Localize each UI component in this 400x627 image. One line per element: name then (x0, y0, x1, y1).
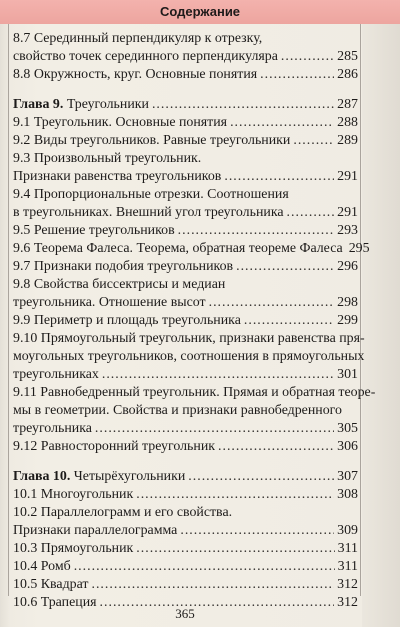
toc-page-number: 287 (337, 97, 358, 112)
table-of-contents (13, 30, 376, 612)
toc-title: мы в геометрии. Свойства и признаки равнобедренного (13, 403, 342, 418)
toc-line (13, 114, 358, 132)
dot-leader (230, 114, 334, 132)
toc-entry (13, 132, 358, 150)
dot-leader (178, 222, 335, 240)
toc-entry (13, 186, 358, 222)
toc-line (13, 30, 358, 48)
toc-entry (13, 30, 358, 66)
header-title: Содержание (159, 4, 241, 19)
toc-line (13, 420, 358, 438)
toc-line (13, 486, 358, 504)
toc-page-number: 307 (337, 469, 358, 484)
toc-title: 9.4 Пропорциональные отрезки. Соотношения (13, 187, 289, 202)
toc-line (13, 330, 365, 348)
toc-page-number: 312 (337, 595, 358, 610)
page-edge-shadow (362, 24, 400, 627)
toc-line (13, 468, 358, 486)
toc-title: 9.8 Свойства биссектрисы и медиан (13, 277, 226, 292)
toc-title: 9.9 Периметр и площадь треугольника (13, 313, 241, 328)
toc-line (13, 576, 358, 594)
toc-entry (13, 222, 358, 240)
dot-leader (209, 294, 335, 312)
toc-page-number: 309 (337, 523, 358, 538)
dot-leader (293, 132, 334, 150)
toc-entry (13, 150, 358, 186)
toc-page-number: 288 (337, 115, 358, 130)
toc-line (13, 168, 358, 186)
dot-leader (287, 204, 335, 222)
toc-page-number: 306 (337, 439, 358, 454)
toc-page-number: 311 (337, 541, 358, 556)
toc-line (13, 312, 358, 330)
dot-leader (244, 312, 334, 330)
dot-leader (136, 540, 334, 558)
toc-entry (13, 438, 358, 456)
toc-title: 10.5 Квадрат (13, 577, 89, 592)
dot-leader (74, 558, 335, 576)
toc-title: Признаки равенства треугольников (13, 169, 222, 184)
toc-entry (13, 384, 376, 438)
toc-line (13, 258, 358, 276)
toc-line (13, 66, 358, 84)
toc-title: 10.4 Ромб (13, 559, 71, 574)
toc-line (13, 438, 358, 456)
toc-line (13, 402, 358, 420)
toc-line (13, 366, 358, 384)
toc-entry (13, 276, 358, 312)
toc-page-number: 308 (337, 487, 358, 502)
toc-entry (13, 114, 358, 132)
toc-line (13, 276, 358, 294)
toc-line (13, 222, 358, 240)
toc-title: в треугольниках. Внешний угол треугольника (13, 205, 284, 220)
toc-title: 9.12 Равносторонний треугольник (13, 439, 215, 454)
dot-leader (152, 96, 334, 114)
toc-page-number: 291 (337, 169, 358, 184)
dot-leader (136, 486, 334, 504)
toc-line (13, 384, 376, 402)
toc-title: Треугольники (66, 97, 149, 112)
toc-page-number: 296 (337, 259, 358, 274)
toc-entry (13, 66, 358, 84)
toc-page-number: 285 (337, 49, 358, 64)
toc-page-number: 301 (337, 367, 358, 382)
toc-line (13, 522, 358, 540)
toc-entry (13, 258, 358, 276)
toc-line (13, 132, 358, 150)
toc-entry (13, 504, 358, 540)
toc-title: 9.10 Прямоугольный треугольник, признаки равенства пря- (13, 331, 365, 346)
toc-line (13, 48, 358, 66)
dot-leader (281, 48, 334, 66)
toc-page-number: 298 (337, 295, 358, 310)
dot-leader (95, 420, 334, 438)
dot-leader (102, 366, 334, 384)
toc-title: 8.8 Окружность, круг. Основные понятия (13, 67, 258, 82)
right-frame-line (360, 24, 361, 596)
toc-title: 9.5 Решение треугольников (13, 223, 175, 238)
toc-page-number: 286 (337, 67, 358, 82)
toc-page-number: 295 (348, 241, 370, 256)
toc-title: треугольника (13, 421, 92, 436)
chapter-number: Глава 9. (13, 97, 64, 112)
toc-title: 10.1 Многоугольник (13, 487, 134, 502)
toc-entry (13, 330, 365, 384)
toc-title: 9.1 Треугольник. Основные понятия (13, 115, 228, 130)
toc-line (13, 558, 358, 576)
toc-title: 10.2 Параллелограмм и его свойства. (13, 505, 233, 520)
toc-line (13, 348, 365, 366)
toc-entry (13, 312, 358, 330)
toc-title: треугольниках (13, 367, 99, 382)
toc-entry (13, 240, 370, 258)
toc-entry (13, 486, 358, 504)
toc-line (13, 186, 358, 204)
toc-entry (13, 540, 358, 558)
toc-page-number: 305 (337, 421, 358, 436)
toc-title: 9.3 Произвольный треугольник. (13, 151, 202, 166)
toc-page-number: 293 (337, 223, 358, 238)
toc-title: 10.3 Прямоугольник (13, 541, 134, 556)
dot-leader (180, 522, 334, 540)
dot-leader (236, 258, 334, 276)
dot-leader (188, 468, 334, 486)
toc-title: 9.11 Равнобедренный треугольник. Прямая и обратная теоре- (13, 385, 376, 400)
dot-leader (260, 66, 334, 84)
toc-line (13, 540, 358, 558)
toc-line (13, 240, 370, 258)
toc-title: Четырёхугольники (73, 469, 186, 484)
toc-entry (13, 558, 358, 576)
toc-title: моугольных треугольников, соотношения в прямоугольных (13, 349, 365, 364)
toc-title: 9.2 Виды треугольников. Равные треугольники (13, 133, 291, 148)
toc-line (13, 504, 358, 522)
toc-line (13, 150, 358, 168)
left-frame-line (8, 24, 9, 596)
toc-chapter (13, 96, 358, 114)
page-number: 365 (175, 606, 195, 621)
running-header (0, 0, 400, 24)
toc-line (13, 96, 358, 114)
toc-line (13, 204, 358, 222)
toc-page-number: 289 (337, 133, 358, 148)
toc-entry (13, 576, 358, 594)
toc-line (13, 294, 358, 312)
toc-chapter (13, 468, 358, 486)
chapter-number: Глава 10. (13, 469, 71, 484)
dot-leader (218, 438, 334, 456)
toc-page-number: 291 (337, 205, 358, 220)
toc-page-number: 311 (337, 559, 358, 574)
toc-title: Признаки параллелограмма (13, 523, 178, 538)
dot-leader (91, 576, 334, 594)
toc-page-number: 299 (337, 313, 358, 328)
toc-title: свойство точек серединного перпендикуляра (13, 49, 278, 64)
toc-title: 8.7 Серединный перпендикуляр к отрезку, (13, 31, 263, 46)
toc-page-number: 312 (337, 577, 358, 592)
dot-leader (224, 168, 334, 186)
toc-title: 9.6 Теорема Фалеса. Теорема, обратная теореме Фалеса (13, 241, 343, 256)
toc-title: 10.6 Трапеция (13, 595, 97, 610)
toc-title: треугольника. Отношение высот (13, 295, 206, 310)
toc-title: 9.7 Признаки подобия треугольников (13, 259, 234, 274)
